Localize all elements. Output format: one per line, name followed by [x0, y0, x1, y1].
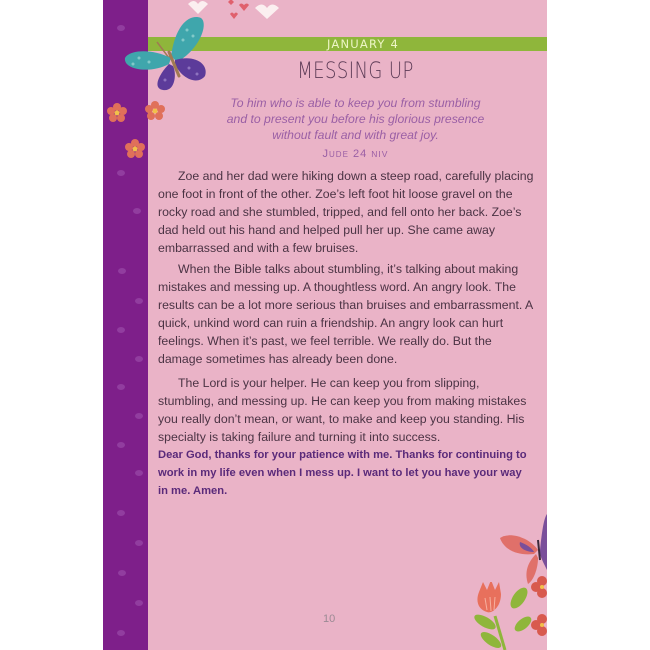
paragraph-text: When the Bible talks about stumbling, it’s talking about making mistakes and messing up. A thoughtless word. An angry look. The results can be a lot more serious than bruises and embarrassment. A quick, unkind word can ruin a friendship. An angry look can hurt feelings. When it’s past, we feel terrible. We really do. But the damage sometimes has already been done. [158, 262, 533, 367]
verse-reference [188, 148, 523, 160]
verse-line: To him who is able to keep you from stumbling [230, 96, 481, 110]
prayer-text: Dear God, thanks for your patience with me. Thanks for continuing to work in my life even when I mess up. I want to let you have your way in me. Amen. [158, 449, 527, 498]
paragraph-2 [158, 260, 538, 369]
verse-number: 24 [352, 148, 368, 160]
date-label: JANUARY 4 [327, 37, 399, 51]
book-page [103, 0, 547, 650]
paragraph-1 [158, 167, 538, 257]
verse-book: Jude [322, 148, 349, 160]
tulip-icon [465, 582, 535, 650]
paragraph-text: Zoe and her dad were hiking down a steep road, carefully placing one foot in front of the other. Zoe’s left foot hit loose gravel on the rocky road and she stumbled, tripped, and fell onto her back. Zoe’s dad held out his hand and helped pull her up. She came away embarrassed and with a few bruises. [158, 169, 534, 256]
flowers-orange-icon [103, 95, 173, 165]
verse-version: NIV [371, 149, 389, 159]
paragraph-text: The Lord is your helper. He can keep you from slipping, stumbling, and messing up. He can keep you from making mistakes you really don’t mean, or want, to make and keep you standing. His specialty is taking failure and turning it into success. [158, 376, 527, 445]
page-number: 10 [323, 613, 336, 625]
butterfly-teal-purple-icon [121, 12, 216, 92]
verse-line: and to present you before his glorious presence [226, 112, 485, 126]
verse-text [188, 95, 523, 143]
paragraph-3 [158, 374, 538, 446]
page-title: MESSING UP [297, 59, 414, 84]
verse-line: without fault and with great joy. [272, 128, 439, 142]
